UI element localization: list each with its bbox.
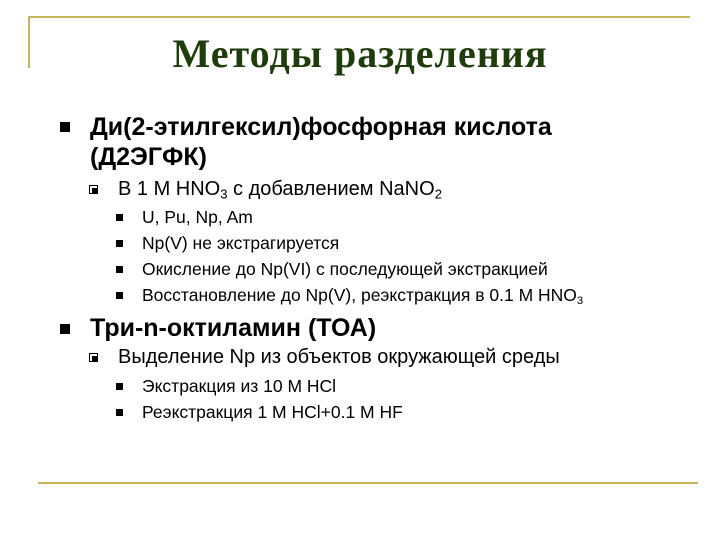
square-bullet-icon xyxy=(60,324,70,334)
small-square-bullet-icon xyxy=(116,383,123,390)
square-bullet-icon xyxy=(60,122,70,132)
small-square-bullet-icon xyxy=(116,214,123,221)
hollow-square-bullet-icon xyxy=(89,353,98,362)
small-square-bullet-icon xyxy=(116,292,123,299)
item1-line2: (Д2ЭГФК) xyxy=(90,143,207,171)
frame-top-line xyxy=(28,16,690,18)
item2-sub: Выделение Np из объектов окружающей среды xyxy=(118,346,560,368)
item1-line1: Ди(2-этилгексил)фосфорная кислота xyxy=(90,113,552,141)
small-square-bullet-icon xyxy=(116,266,123,273)
item1-point3: Окисление до Np(VI) с последующей экстракцией xyxy=(142,259,548,279)
item2-line1: Три-n-октиламин (ТОА) xyxy=(90,314,377,342)
item2-point1: Экстракция из 10 М HCl xyxy=(142,376,337,396)
small-square-bullet-icon xyxy=(116,409,123,416)
item1-point1: U, Pu, Np, Am xyxy=(142,207,253,227)
item1-point2: Np(V) не экстрагируется xyxy=(142,233,340,253)
item2-point2: Реэкстракция 1 М HCl+0.1 М HF xyxy=(142,402,403,422)
small-square-bullet-icon xyxy=(116,240,123,247)
frame-bottom-line xyxy=(38,482,698,484)
slide-title: Методы разделения xyxy=(172,31,548,76)
item1-sub: В 1 М $HNO_3$ с добавлением NaNO$_2$ xyxy=(118,178,442,202)
item1-point4: Восстановление до Np(V), реэкстракция в 0.1 М $HNO_3$ xyxy=(142,285,584,307)
hollow-square-bullet-icon xyxy=(89,185,98,194)
